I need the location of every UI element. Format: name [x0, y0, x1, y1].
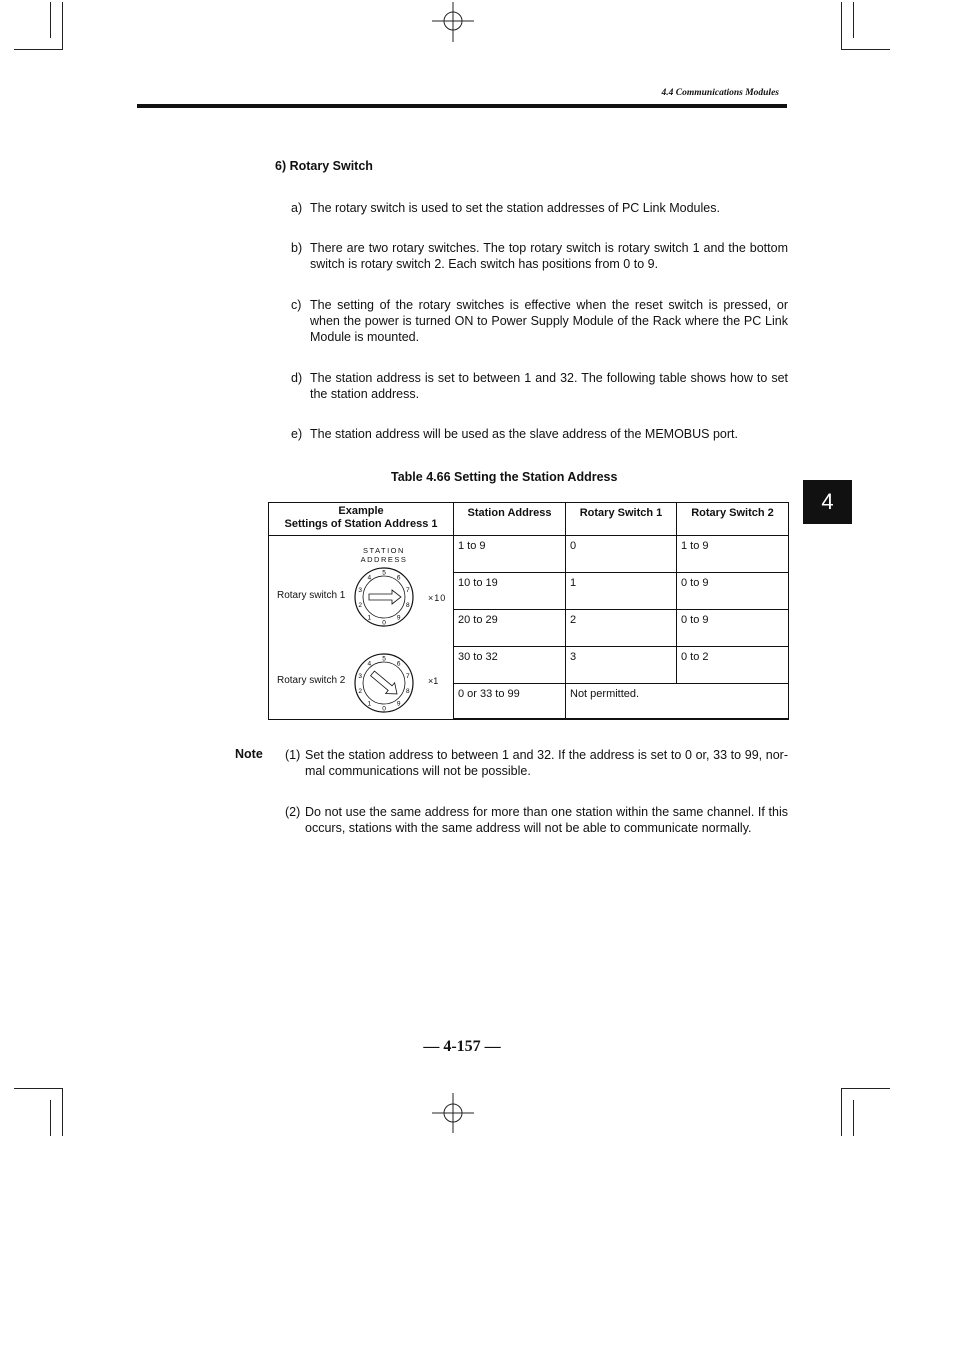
list-item-text: The setting of the rotary switches is effective when the reset switch is pressed, or when the power is turned ON to Power Supply Module of the Rack where the PC Link Module is mounted. — [310, 298, 788, 344]
dial-digit: 3 — [358, 586, 363, 594]
switch2-label: Rotary switch 2 — [277, 675, 346, 686]
dial-digit: 2 — [358, 602, 363, 610]
table-header-row — [269, 503, 789, 536]
list-item-text: There are two rotary switches. The top rotary switch is rotary switch 1 and the bottom switch is rotary switch 2. Each switch has positions from 0 to 9. — [310, 241, 788, 271]
cell-station: 0 or 33 to 99 — [454, 684, 566, 720]
note-item — [285, 804, 788, 836]
dial-digit: 6 — [396, 660, 401, 668]
header-example — [269, 503, 454, 536]
rotary-switch-2-dial-icon — [353, 652, 415, 714]
cell-station: 10 to 19 — [454, 573, 566, 610]
figure-station-label: STATION — [363, 546, 405, 555]
page-number: — 4-157 — — [423, 1038, 501, 1055]
figure-address-label: ADDRESS — [360, 555, 408, 564]
note-item-text: Do not use the same address for more than one station within the same channel. If this occurs, stations with the same address will not be able to communicate normally. — [305, 805, 788, 835]
switch1-multiplier: ×10 — [428, 593, 447, 603]
dial-digit: 1 — [367, 614, 372, 622]
dial-digit: 7 — [405, 586, 410, 594]
list-item-label: a) — [291, 201, 303, 215]
section-title: 6) Rotary Switch — [275, 159, 373, 173]
note-item-text: Set the station address to between 1 and 32. If the address is set to 0 or, 33 to 99, nor-mal communications will not be possible. — [305, 748, 788, 778]
running-header: 4.4 Communications Modules — [661, 88, 779, 98]
dial-digit: 5 — [382, 655, 386, 663]
switch1-label: Rotary switch 1 — [277, 590, 346, 601]
list-item-label: d) — [291, 371, 303, 385]
cell-rs1: 2 — [566, 610, 677, 647]
list-item-label: c) — [291, 298, 302, 312]
header-rotary-switch-1: Rotary Switch 1 — [566, 503, 677, 536]
list-item — [291, 297, 788, 345]
list-item — [291, 240, 788, 272]
header-station-address: Station Address — [454, 503, 566, 536]
list-item-text: The station address is set to between 1 and 32. The following table shows how to set the station address. — [310, 371, 788, 401]
list-item — [291, 426, 788, 442]
dial-digit: 3 — [358, 672, 363, 680]
cell-rs1: 1 — [566, 573, 677, 610]
dial-digit: 1 — [367, 700, 372, 708]
cell-rs2: 1 to 9 — [677, 536, 789, 573]
registration-mark-bottom-icon — [432, 1093, 474, 1133]
rotary-switch-figure — [269, 536, 454, 720]
cell-rs1: 3 — [566, 647, 677, 684]
header-rotary-switch-2: Rotary Switch 2 — [677, 503, 789, 536]
rotary-switch-1-dial-icon — [353, 566, 415, 628]
cell-rs1: 0 — [566, 536, 677, 573]
header-example-line1: Example — [338, 505, 384, 517]
note-item-label: (2) — [285, 805, 301, 819]
cell-station: 20 to 29 — [454, 610, 566, 647]
dial-digit: 4 — [367, 574, 372, 582]
dial-digit: 8 — [405, 602, 410, 610]
table-caption: Table 4.66 Setting the Station Address — [391, 470, 618, 484]
dial-digit: 9 — [396, 614, 401, 622]
header-rule — [137, 104, 787, 108]
header-example-line2: Settings of Station Address 1 — [284, 518, 438, 530]
dial-digit: 4 — [367, 660, 372, 668]
list-item-text: The station address will be used as the slave address of the MEMOBUS port. — [310, 427, 738, 441]
dial-digit: 0 — [382, 619, 386, 627]
cell-station: 1 to 9 — [454, 536, 566, 573]
dial-digit: 6 — [396, 574, 401, 582]
note-label: Note — [235, 747, 263, 761]
dial-digit: 5 — [382, 569, 386, 577]
dial-digit: 8 — [405, 688, 410, 696]
registration-mark-top-icon — [432, 2, 474, 42]
chapter-tab: 4 — [803, 480, 852, 524]
list-item-text: The rotary switch is used to set the station addresses of PC Link Modules. — [310, 201, 720, 215]
dial-digit: 0 — [382, 705, 386, 713]
cell-rs2: 0 to 9 — [677, 610, 789, 647]
list-item-label: b) — [291, 241, 303, 255]
cell-station: 30 to 32 — [454, 647, 566, 684]
station-address-table — [268, 502, 789, 720]
list-item — [291, 200, 788, 216]
cell-rs2: 0 to 9 — [677, 573, 789, 610]
note-item — [285, 747, 788, 779]
table-row — [269, 536, 789, 573]
dial-digit: 2 — [358, 688, 363, 696]
dial-digit: 7 — [405, 672, 410, 680]
list-item — [291, 370, 788, 402]
note-item-label: (1) — [285, 748, 301, 762]
list-item-label: e) — [291, 427, 303, 441]
cell-rs2: 0 to 2 — [677, 647, 789, 684]
dial-digit: 9 — [396, 700, 401, 708]
cell-not-permitted: Not permitted. — [566, 684, 789, 720]
switch2-multiplier: ×1 — [428, 676, 439, 686]
